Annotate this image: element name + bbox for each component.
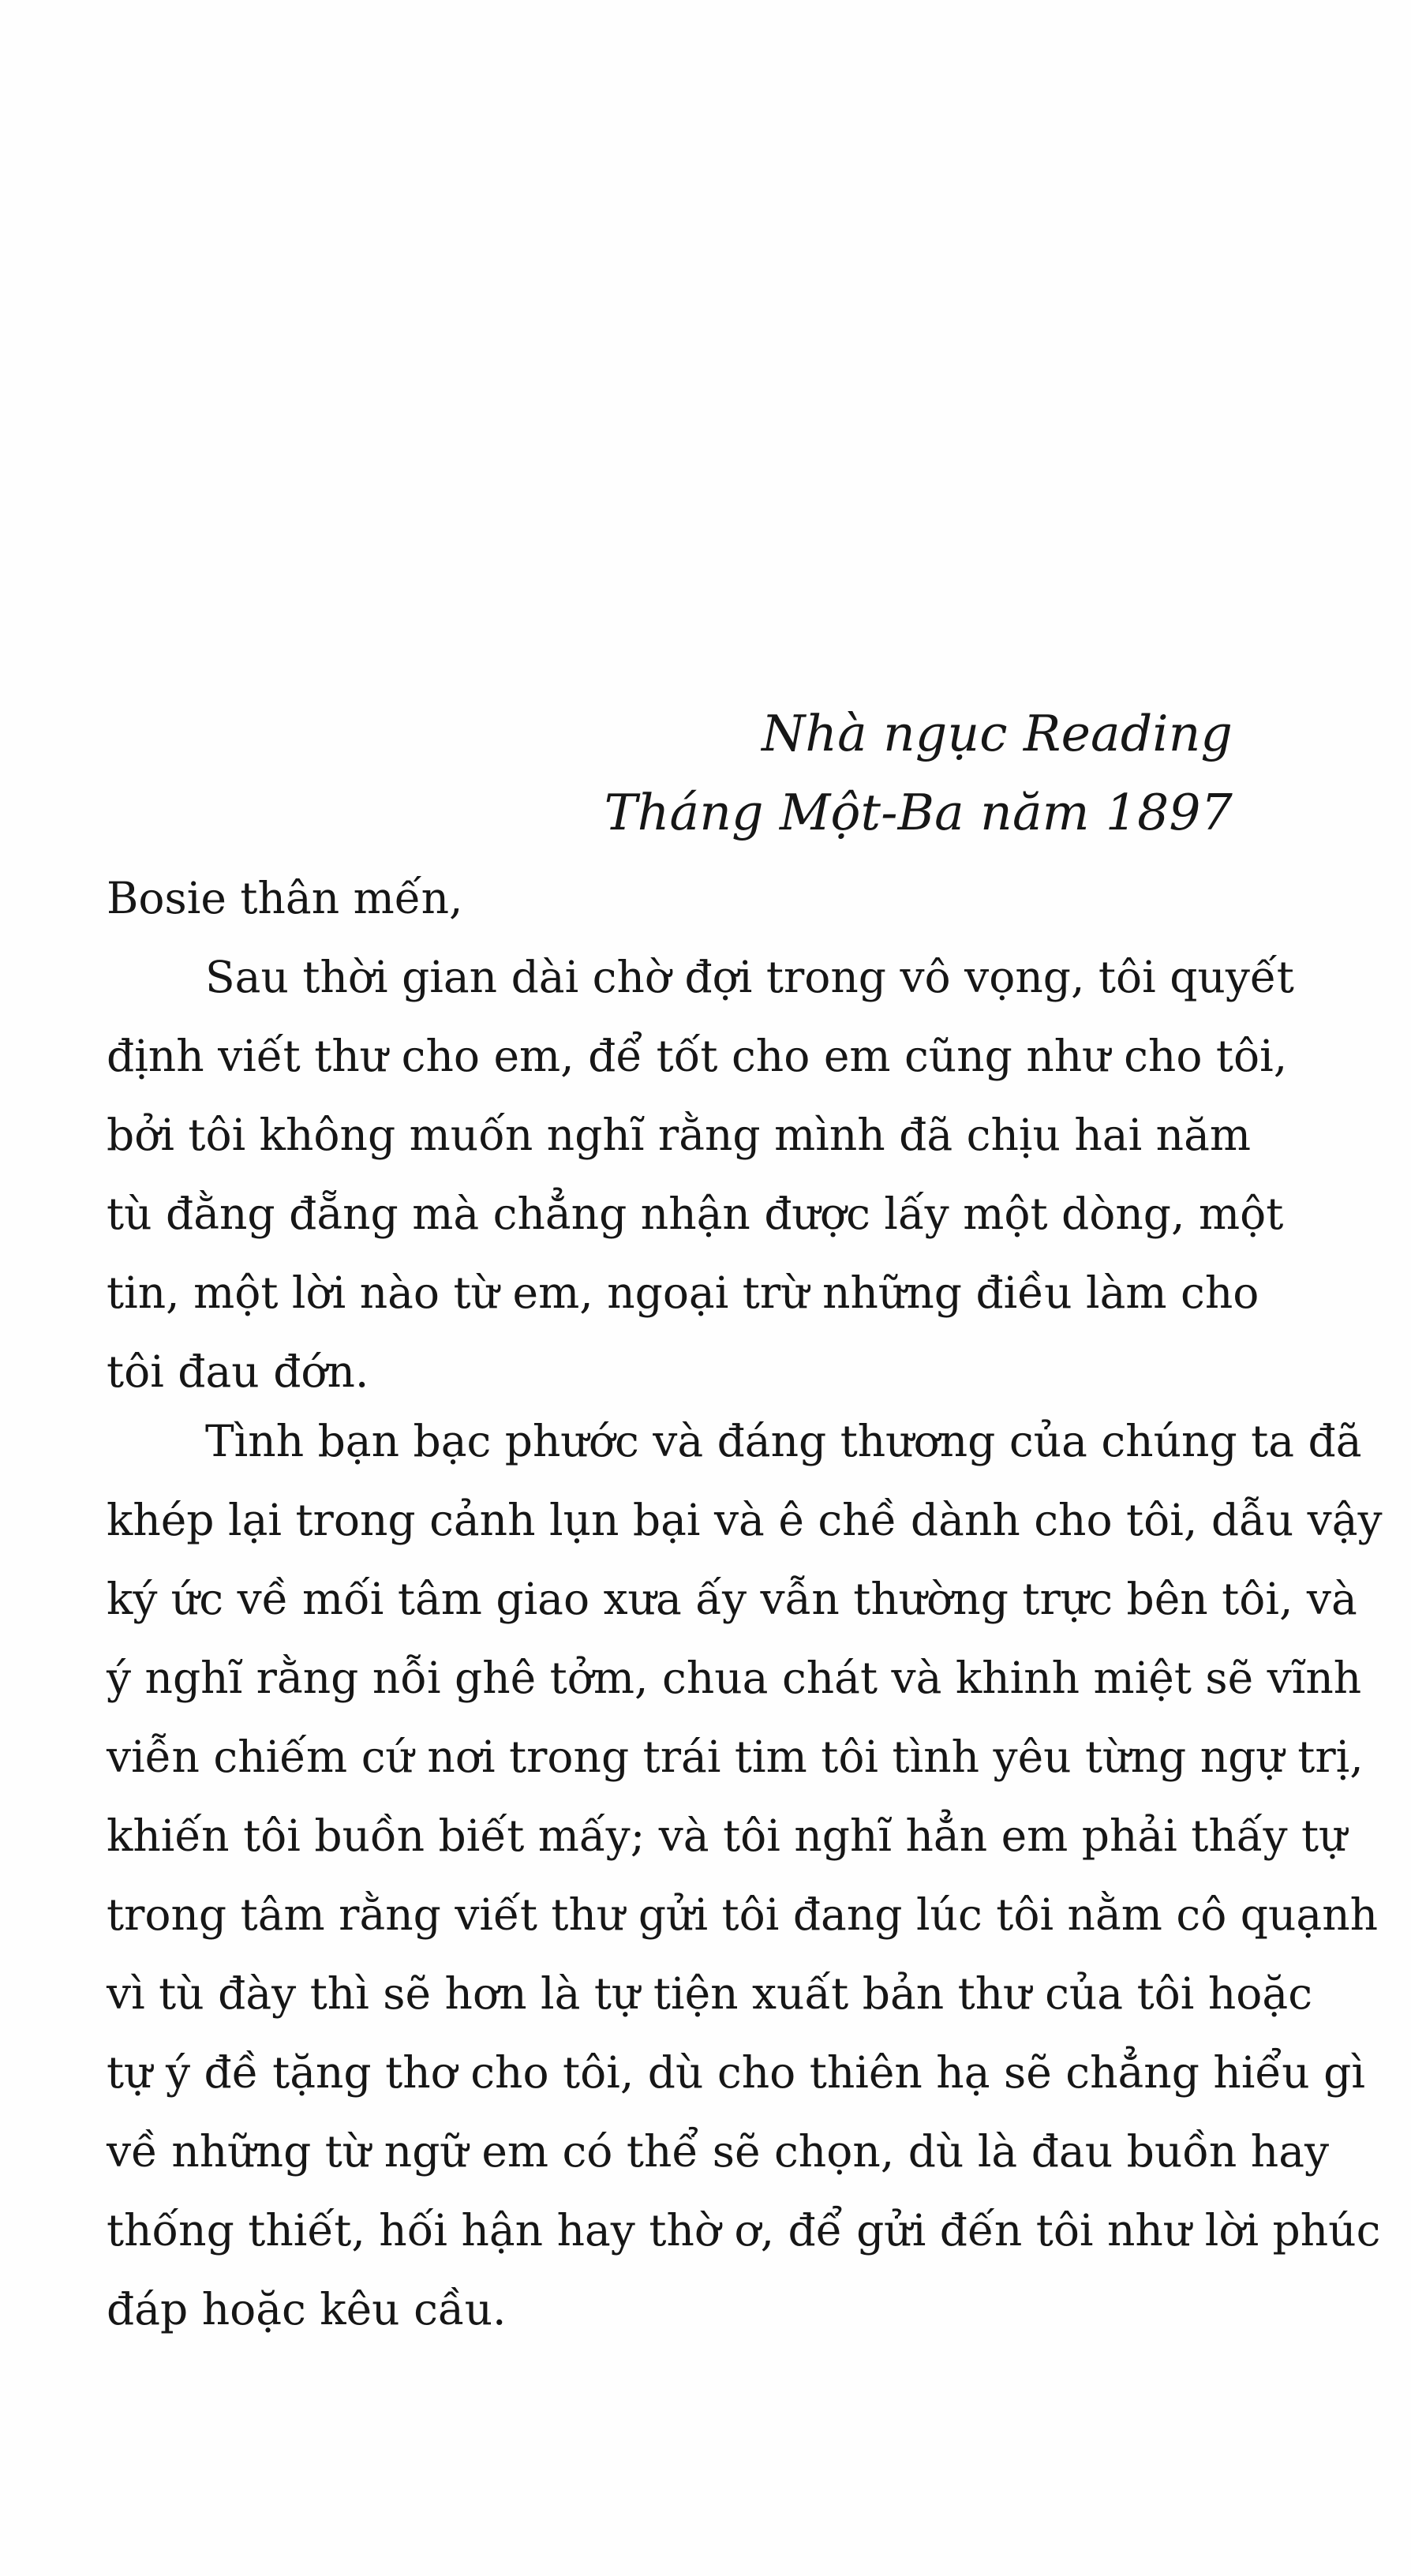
dateline-date: Tháng Một-Ba năm 1897 (604, 784, 1233, 841)
text-line: đáp hoặc kêu cầu. (107, 2284, 507, 2334)
letter-dateline (604, 695, 1233, 852)
text-line: khép lại trong cảnh lụn bại và ê chề dành cho tôi, dẫu vậy (107, 1495, 1383, 1545)
text-line: tù đằng đẵng mà chẳng nhận được lấy một dòng, một (107, 1189, 1284, 1239)
text-line: Tình bạn bạc phước và đáng thương của chúng ta đã (205, 1416, 1362, 1466)
text-line: ý nghĩ rằng nỗi ghê tởm, chua chát và khinh miệt sẽ vĩnh (107, 1653, 1362, 1703)
text-line: bởi tôi không muốn nghĩ rằng mình đã chịu hai năm (107, 1110, 1252, 1160)
paragraph-1 (107, 938, 1294, 1411)
text-line: trong tâm rằng viết thư gửi tôi đang lúc tôi nằm cô quạnh (107, 1889, 1379, 1940)
letter-salutation: Bosie thân mến, (107, 873, 463, 923)
text-line: tôi đau đớn. (107, 1346, 369, 1397)
text-line: tin, một lời nào từ em, ngoại trừ những điều làm cho (107, 1267, 1259, 1318)
text-line: ký ức về mối tâm giao xưa ấy vẫn thường trực bên tôi, và (107, 1574, 1357, 1624)
paragraph-2 (107, 1402, 1383, 2349)
text-line: viễn chiếm cứ nơi trong trái tim tôi tình yêu từng ngự trị, (107, 1732, 1364, 1782)
text-line: vì tù đày thì sẽ hơn là tự tiện xuất bản thư của tôi hoặc (107, 1968, 1312, 2019)
text-line: về những từ ngữ em có thể sẽ chọn, dù là đau buồn hay (107, 2126, 1330, 2177)
text-line: thống thiết, hối hận hay thờ ơ, để gửi đến tôi như lời phúc (107, 2205, 1381, 2256)
dateline-place: Nhà ngục Reading (762, 705, 1233, 762)
text-line: tự ý đề tặng thơ cho tôi, dù cho thiên hạ sẽ chẳng hiểu gì (107, 2047, 1365, 2098)
text-line: khiến tôi buồn biết mấy; và tôi nghĩ hẳn em phải thấy tự (107, 1810, 1347, 1861)
text-line: định viết thư cho em, để tốt cho em cũng như cho tôi, (107, 1031, 1288, 1081)
text-line: Sau thời gian dài chờ đợi trong vô vọng, tôi quyết (205, 952, 1294, 1002)
